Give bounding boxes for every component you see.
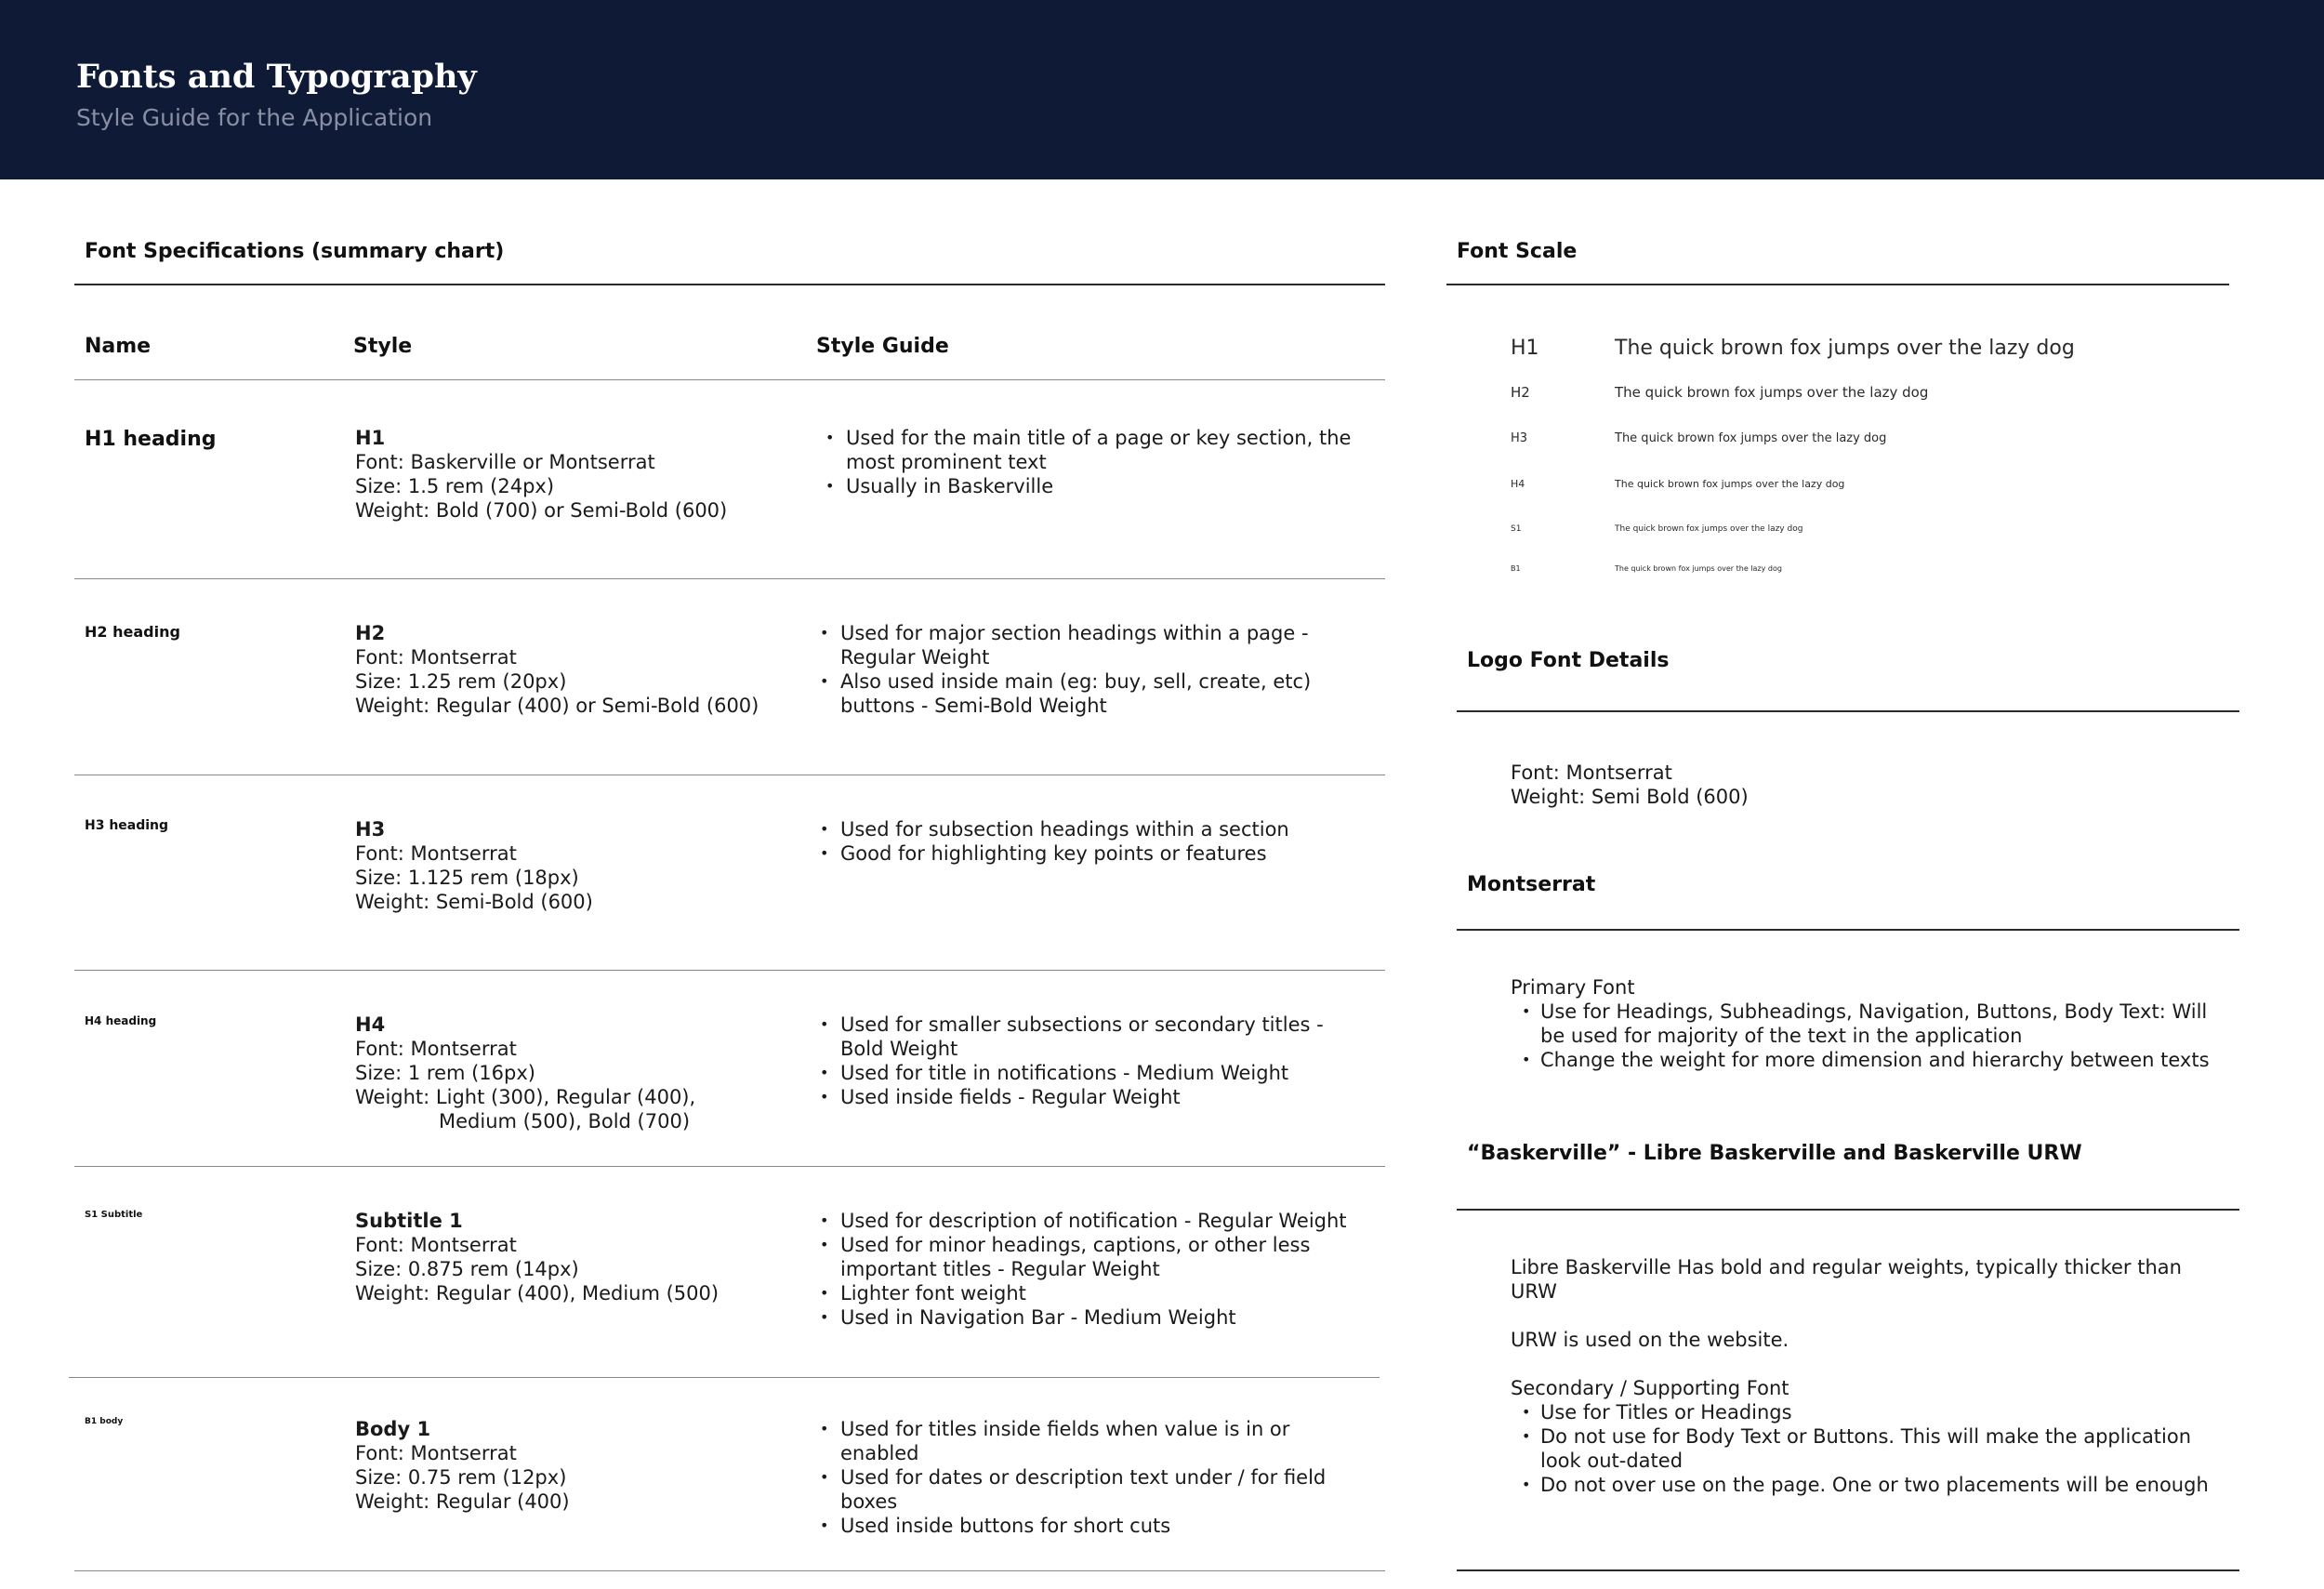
baskerville-divider bbox=[1457, 1209, 2239, 1211]
style-guide-s1 bbox=[818, 1209, 1362, 1330]
bullet-item: • Change the weight for more dimension and hierarchy between texts bbox=[1511, 1048, 2236, 1072]
style-guide-b1 bbox=[818, 1417, 1362, 1538]
column-header-name: Name bbox=[85, 335, 152, 358]
info-line: Secondary / Supporting Font bbox=[1511, 1377, 1789, 1399]
style-line: Weight: Regular (400) bbox=[355, 1490, 570, 1513]
row-divider bbox=[74, 1166, 1385, 1167]
style-guide-h3 bbox=[818, 817, 1362, 866]
style-line: Weight: Regular (400), Medium (500) bbox=[355, 1282, 720, 1304]
scale-sample: The quick brown fox jumps over the lazy dog bbox=[1615, 478, 1845, 490]
page-title: Fonts and Typography bbox=[76, 58, 477, 96]
style-line: Font: Montserrat bbox=[355, 1234, 517, 1256]
bullet-item: • Do not use for Body Text or Buttons. This will make the application look out-dated bbox=[1511, 1424, 2226, 1473]
guide-item: • Used inside buttons for short cuts bbox=[818, 1514, 1362, 1538]
style-title: H2 bbox=[355, 622, 386, 644]
style-line: Font: Montserrat bbox=[355, 1442, 517, 1464]
bullet-item: • Use for Titles or Headings bbox=[1511, 1400, 2226, 1424]
table-bottom-divider bbox=[74, 1570, 1385, 1571]
guide-item: • Used for titles inside fields when value is in or enabled bbox=[818, 1417, 1362, 1465]
guide-item: • Usually in Baskerville bbox=[824, 474, 1363, 498]
style-line: Font: Montserrat bbox=[355, 842, 517, 865]
guide-item: • Good for highlighting key points or features bbox=[818, 841, 1362, 866]
guide-item: • Also used inside main (eg: buy, sell, create, etc) buttons - Semi-Bold Weight bbox=[818, 669, 1362, 718]
bullet-item: • Do not over use on the page. One or two placements will be enough bbox=[1511, 1473, 2226, 1497]
style-line: Size: 1.25 rem (20px) bbox=[355, 670, 567, 693]
guide-item: • Used for the main title of a page or key section, the most prominent text bbox=[824, 426, 1363, 474]
montserrat-details bbox=[1511, 975, 2236, 1072]
row-divider bbox=[74, 578, 1385, 579]
scale-label: H2 bbox=[1511, 384, 1530, 401]
style-line: Font: Montserrat bbox=[355, 1038, 517, 1060]
font-scale-row-h3 bbox=[1511, 431, 1886, 445]
row-divider bbox=[74, 970, 1385, 971]
scale-label: H4 bbox=[1511, 478, 1525, 490]
info-line: Libre Baskerville Has bold and regular weights, typically thicker than URW bbox=[1511, 1256, 2182, 1303]
row-name-s1: S1 Subtitle bbox=[85, 1210, 143, 1220]
info-line: Primary Font bbox=[1511, 976, 1635, 999]
row-name-b1: B1 body bbox=[85, 1417, 124, 1426]
scale-label: H3 bbox=[1511, 431, 1528, 445]
montserrat-divider bbox=[1457, 929, 2239, 931]
montserrat-bullets bbox=[1511, 1000, 2236, 1072]
row-name-h3: H3 heading bbox=[85, 818, 169, 833]
style-line: Size: 1 rem (16px) bbox=[355, 1062, 535, 1084]
guide-item: • Used for description of notification - Regular Weight bbox=[818, 1209, 1362, 1233]
guide-item: • Used in Navigation Bar - Medium Weight bbox=[818, 1305, 1362, 1330]
page-subtitle: Style Guide for the Application bbox=[76, 104, 433, 131]
scale-label: B1 bbox=[1511, 564, 1521, 573]
row-name-h1: H1 heading bbox=[85, 428, 217, 451]
font-scale-row-h4 bbox=[1511, 478, 1844, 490]
baskerville-bullets bbox=[1511, 1400, 2226, 1497]
style-title: H1 bbox=[355, 427, 386, 449]
style-block-h3 bbox=[355, 817, 593, 914]
style-title: Body 1 bbox=[355, 1418, 431, 1440]
style-line: Size: 0.875 rem (14px) bbox=[355, 1258, 579, 1280]
style-title: H3 bbox=[355, 818, 386, 841]
font-scale-row-s1 bbox=[1511, 524, 1802, 534]
guide-item: • Used for dates or description text under / for field boxes bbox=[818, 1465, 1362, 1514]
spec-section-title: Font Specifications (summary chart) bbox=[85, 240, 505, 263]
table-header-divider bbox=[74, 379, 1385, 380]
font-scale-title: Font Scale bbox=[1457, 240, 1578, 263]
scale-label: S1 bbox=[1511, 524, 1522, 534]
logo-font-details bbox=[1511, 761, 2236, 809]
style-guide-h1 bbox=[824, 426, 1363, 498]
guide-item: • Used inside fields - Regular Weight bbox=[818, 1085, 1362, 1109]
info-line: Font: Montserrat bbox=[1511, 761, 1672, 784]
bullet-item: • Use for Headings, Subheadings, Navigation, Buttons, Body Text: Will be used for majority of the text in the application bbox=[1511, 1000, 2236, 1048]
scale-label: H1 bbox=[1511, 337, 1539, 360]
baskerville-details bbox=[1511, 1255, 2226, 1497]
style-line: Weight: Light (300), Regular (400), bbox=[355, 1086, 696, 1108]
style-guide-h4 bbox=[818, 1013, 1362, 1109]
guide-item: • Used for smaller subsections or secondary titles - Bold Weight bbox=[818, 1013, 1362, 1061]
row-name-h4: H4 heading bbox=[85, 1014, 157, 1027]
info-line: URW is used on the website. bbox=[1511, 1329, 1789, 1351]
guide-item: • Used for subsection headings within a section bbox=[818, 817, 1362, 841]
style-line: Font: Baskerville or Montserrat bbox=[355, 451, 655, 473]
style-line: Weight: Semi-Bold (600) bbox=[355, 891, 593, 913]
font-scale-row-h1 bbox=[1511, 337, 2075, 360]
style-block-s1 bbox=[355, 1209, 719, 1305]
page-header bbox=[0, 0, 2324, 179]
style-line: Size: 1.5 rem (24px) bbox=[355, 475, 555, 497]
spec-title-divider bbox=[74, 284, 1385, 285]
montserrat-title: Montserrat bbox=[1467, 873, 1596, 896]
style-block-h1 bbox=[355, 426, 727, 523]
logo-font-title: Logo Font Details bbox=[1467, 649, 1670, 672]
style-title: Subtitle 1 bbox=[355, 1210, 463, 1232]
right-column-bottom-divider bbox=[1457, 1569, 2239, 1571]
style-line: Medium (500), Bold (700) bbox=[439, 1110, 691, 1132]
guide-item: • Used for minor headings, captions, or other less important titles - Regular Weight bbox=[818, 1233, 1362, 1281]
font-scale-row-h2 bbox=[1511, 384, 1928, 401]
scale-sample: The quick brown fox jumps over the lazy dog bbox=[1615, 384, 1929, 401]
style-title: H4 bbox=[355, 1013, 386, 1036]
scale-sample: The quick brown fox jumps over the lazy dog bbox=[1615, 524, 1803, 534]
baskerville-title: “Baskerville” - Libre Baskerville and Baskerville URW bbox=[1467, 1142, 2082, 1165]
info-line: Weight: Semi Bold (600) bbox=[1511, 786, 1749, 808]
style-guide-h2 bbox=[818, 621, 1362, 718]
guide-item: • Lighter font weight bbox=[818, 1281, 1362, 1305]
scale-sample: The quick brown fox jumps over the lazy dog bbox=[1615, 337, 2075, 360]
guide-item: • Used for title in notifications - Medium Weight bbox=[818, 1061, 1362, 1085]
row-divider bbox=[69, 1377, 1380, 1378]
style-block-h4 bbox=[355, 1013, 695, 1133]
row-name-h2: H2 heading bbox=[85, 623, 180, 641]
style-block-b1 bbox=[355, 1417, 570, 1514]
font-scale-divider bbox=[1446, 284, 2229, 285]
font-scale-row-b1 bbox=[1511, 564, 1782, 573]
scale-sample: The quick brown fox jumps over the lazy dog bbox=[1615, 564, 1782, 573]
style-line: Weight: Regular (400) or Semi-Bold (600) bbox=[355, 695, 759, 717]
logo-font-divider bbox=[1457, 710, 2239, 712]
scale-sample: The quick brown fox jumps over the lazy dog bbox=[1615, 431, 1887, 445]
style-line: Font: Montserrat bbox=[355, 646, 517, 669]
style-line: Size: 1.125 rem (18px) bbox=[355, 867, 579, 889]
style-line: Weight: Bold (700) or Semi-Bold (600) bbox=[355, 499, 728, 522]
column-header-style-guide: Style Guide bbox=[816, 335, 949, 358]
style-block-h2 bbox=[355, 621, 759, 718]
style-line: Size: 0.75 rem (12px) bbox=[355, 1466, 567, 1489]
guide-item: • Used for major section headings within a page - Regular Weight bbox=[818, 621, 1362, 669]
column-header-style: Style bbox=[353, 335, 413, 358]
